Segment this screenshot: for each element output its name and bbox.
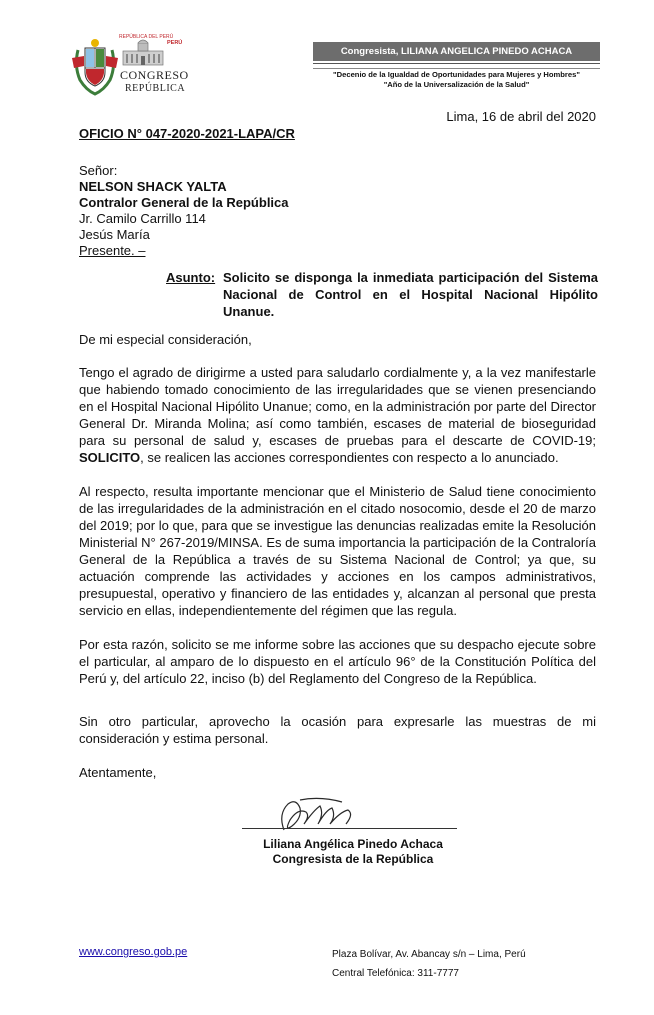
paragraph-request-text: Tengo el agrado de dirigirme a usted para saludarlo cordialmente y, a la vez manifestarle que habiendo tomado conocimiento de las irregularidades que se vienen presenciando en el Hospital Nacional Hipólito Unanue; como, en la administración por parte del Director General Dr. Miranda Molina; así como también, escases de material de bioseguridad para su personal de salud y, escases de pruebas para el descarte de COVID-19;: [79, 365, 596, 448]
congresista-banner: Congresista, LILIANA ANGELICA PINEDO ACHACA: [313, 42, 600, 61]
footer-address: Plaza Bolívar, Av. Abancay s/n – Lima, Perú: [332, 949, 526, 960]
year-mottos: [313, 70, 600, 90]
decade-motto: "Decenio de la Igualdad de Oportunidades para Mujeres y Hombres": [333, 70, 580, 79]
paragraph-request-end: , se realicen las acciones correspondientes con respecto a lo anunciado.: [140, 450, 559, 465]
congress-logo: [72, 34, 190, 100]
recipient-address-line2: Jesús María: [79, 227, 150, 242]
footer-contact: [332, 945, 526, 983]
presente-line: Presente. –: [79, 243, 146, 258]
logo-congreso-text: CONGRESO: [120, 68, 189, 82]
signer-name: Liliana Angélica Pinedo Achaca: [263, 837, 443, 851]
banner-divider: [313, 63, 600, 69]
recipient-position: Contralor General de la República: [79, 195, 289, 210]
subject-text: Solicito se disponga la inmediata participación del Sistema Nacional de Control en el Hospital Nacional Hipólito Unanue.: [223, 270, 598, 319]
signer-title: Congresista de la República: [272, 852, 434, 866]
closing: Atentamente,: [79, 765, 157, 780]
footer-phone: Central Telefónica: 311-7777: [332, 968, 459, 979]
paragraph-farewell: Sin otro particular, aprovecho la ocasión para expresarle las muestras de mi consideración y estima personal.: [79, 714, 596, 746]
paragraph-information-request: Por esta razón, solicito se me informe sobre las acciones que su despacho ejecute sobre el particular, al amparo de lo dispuesto en el artículo 96° de la Constitución Política del Perú y, del artículo 22, inciso (b) del Reglamento del Congreso de la República.: [79, 637, 596, 686]
logo-peru-label: PERÚ: [167, 40, 183, 46]
letter-date: Lima, 16 de abril del 2020: [446, 109, 596, 124]
logo-ribbon-text: REPÚBLICA DEL PERÚ: [119, 34, 174, 40]
signature-line: [242, 828, 457, 829]
congress-building-icon: [120, 37, 166, 67]
logo-republica-text: REPÚBLICA: [125, 83, 186, 94]
paragraph-request: [79, 364, 596, 466]
signer-block: [250, 837, 456, 867]
paragraph-context: Al respecto, resulta importante mencionar que el Ministerio de Salud tiene conocimiento de las irregularidades de la administración en el citado nosocomio, desde el 20 de marzo del 2019; por lo que, para que se investigue las denuncias realizadas emite la Resolución Ministerial N° 267-2019/MINSA. Es de suma importancia la participación de la Contraloría General de la República a través de su Sistema Nacional de Control; ya que, su actuación comprende las actividades y acciones en los campos administrativos, presupuestal, operativo y financiero de las entidades y, alcanzan al personal que presta servicio en ellas, independientemente del régimen que las regula.: [79, 484, 596, 618]
subject-block: [166, 269, 598, 319]
handwritten-signature: [270, 794, 370, 842]
website-link[interactable]: www.congreso.gob.pe: [79, 946, 188, 958]
greeting: De mi especial consideración,: [79, 332, 252, 347]
oficio-number: OFICIO N° 047-2020-2021-LAPA/CR: [79, 126, 295, 141]
year-motto: "Año de la Universalización de la Salud": [383, 80, 530, 89]
subject-label: Asunto:: [166, 270, 216, 285]
recipient-address-line1: Jr. Camilo Carrillo 114: [79, 211, 206, 226]
solicito-emphasis: SOLICITO: [79, 450, 141, 465]
coat-of-arms-icon: [72, 36, 118, 98]
recipient-salutation: Señor:: [79, 163, 118, 178]
recipient-name: NELSON SHACK YALTA: [79, 179, 227, 194]
